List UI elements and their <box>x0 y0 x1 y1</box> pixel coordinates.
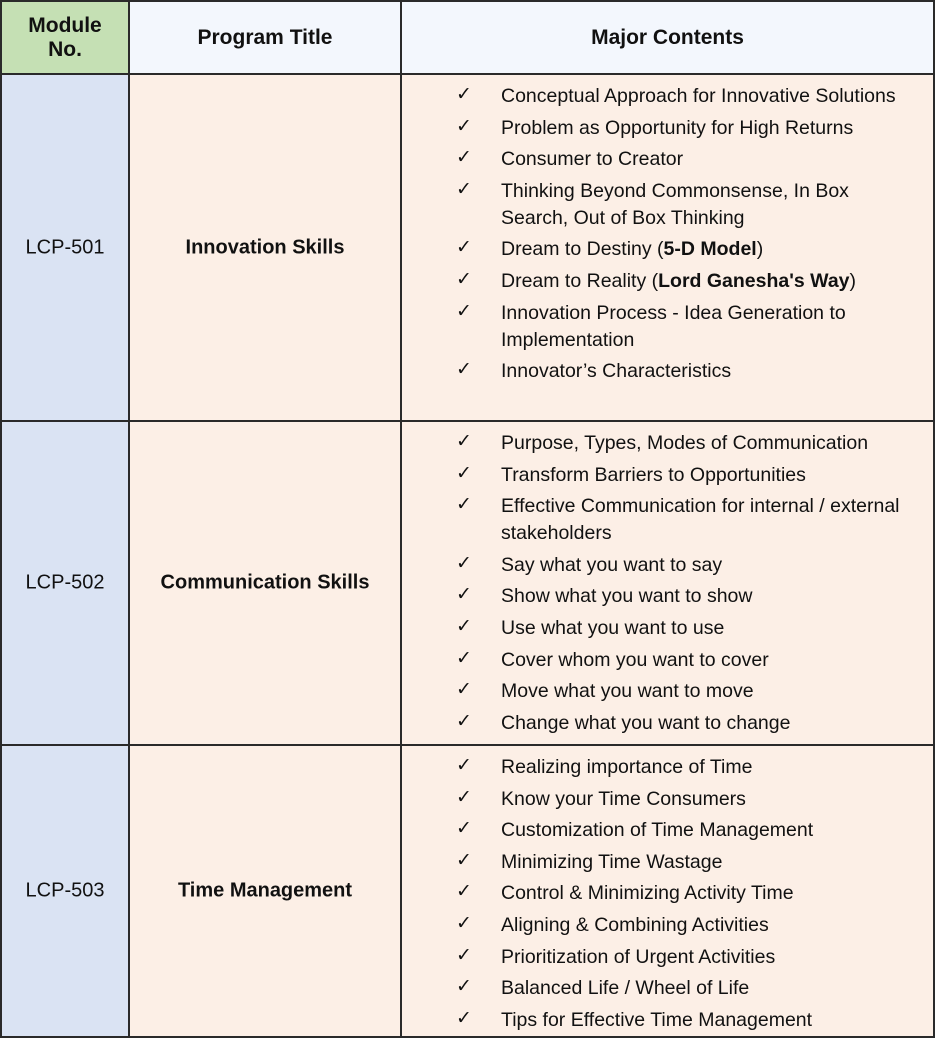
check-icon: ✓ <box>456 678 472 701</box>
header-major-contents: Major Contents <box>591 25 744 49</box>
list-item-text: Dream to Destiny ( <box>501 238 664 261</box>
check-icon: ✓ <box>456 358 472 381</box>
list-item <box>402 236 933 263</box>
check-icon: ✓ <box>456 975 472 998</box>
module-cell <box>2 422 130 744</box>
table-row <box>2 73 933 420</box>
list-item-text: Cover whom you want to cover <box>501 648 769 671</box>
list-item <box>402 146 933 173</box>
list-item-text: Aligning & Combining Activities <box>501 913 769 936</box>
list-item-text: Conceptual Approach for Innovative Solutions <box>501 85 896 107</box>
list-item <box>402 358 933 385</box>
check-icon: ✓ <box>456 177 472 200</box>
header-major-contents-cell <box>402 2 933 73</box>
title-cell <box>130 422 402 744</box>
check-icon: ✓ <box>456 709 472 732</box>
list-item-bold-text: 5-D Model <box>663 238 757 261</box>
list-item <box>402 754 933 781</box>
table-row <box>2 744 933 1036</box>
list-item-text: Show what you want to show <box>501 585 753 608</box>
header-module-no-cell <box>2 2 130 73</box>
list-item-text: Innovation Process - Idea Generation to Implementation <box>501 301 846 351</box>
check-icon: ✓ <box>456 83 472 105</box>
check-icon: ✓ <box>456 493 472 516</box>
list-item-text: Change what you want to change <box>501 711 791 734</box>
list-item-text: Effective Communication for internal / external stakeholders <box>501 495 900 545</box>
list-item <box>402 710 933 737</box>
list-item-suffix: ) <box>756 238 764 261</box>
table-header-row <box>2 2 933 73</box>
list-item <box>402 786 933 813</box>
list-item-text: Innovator’s Characteristics <box>501 360 732 383</box>
program-title: Time Management <box>177 879 353 902</box>
list-item <box>402 462 933 489</box>
check-icon: ✓ <box>456 114 472 137</box>
check-icon: ✓ <box>456 1006 472 1029</box>
list-item-text: Purpose, Types, Modes of Communication <box>501 432 869 454</box>
title-cell <box>130 746 402 1036</box>
list-item <box>402 430 933 457</box>
list-item-text: Tips for Effective Time Management <box>501 1008 813 1031</box>
list-item <box>402 849 933 876</box>
check-icon: ✓ <box>456 614 472 637</box>
list-item-suffix: ) <box>849 269 857 292</box>
list-item-text: Dream to Reality ( <box>501 269 659 292</box>
list-item-text: Use what you want to use <box>501 616 725 639</box>
list-item <box>402 678 933 705</box>
list-item-text: Balanced Life / Wheel of Life <box>501 977 750 1000</box>
list-item <box>402 493 933 547</box>
contents-list <box>402 83 933 390</box>
contents-cell <box>402 746 933 1036</box>
list-item-text: Move what you want to move <box>501 680 754 703</box>
list-item-text: Minimizing Time Wastage <box>501 850 723 873</box>
list-item <box>402 552 933 579</box>
list-item <box>402 880 933 907</box>
list-item <box>402 268 933 295</box>
check-icon: ✓ <box>456 430 472 452</box>
check-icon: ✓ <box>456 911 472 934</box>
module-number: LCP-501 <box>25 236 105 258</box>
module-number: LCP-502 <box>25 571 105 594</box>
header-program-title: Program Title <box>197 25 333 49</box>
module-number: LCP-503 <box>25 879 105 902</box>
list-item-text: Control & Minimizing Activity Time <box>501 882 794 905</box>
program-title: Innovation Skills <box>185 236 345 258</box>
list-item-text: Say what you want to say <box>501 553 723 576</box>
title-cell <box>130 75 402 420</box>
check-icon: ✓ <box>456 236 472 259</box>
check-icon: ✓ <box>456 785 472 808</box>
check-icon: ✓ <box>456 299 472 322</box>
module-cell <box>2 75 130 420</box>
table-row <box>2 420 933 744</box>
contents-cell <box>402 422 933 744</box>
check-icon: ✓ <box>456 646 472 669</box>
check-icon: ✓ <box>456 551 472 574</box>
list-item <box>402 647 933 674</box>
list-item-text: Consumer to Creator <box>501 148 684 171</box>
header-program-title-cell <box>130 2 402 73</box>
list-item <box>402 115 933 142</box>
list-item <box>402 583 933 610</box>
list-item <box>402 817 933 844</box>
program-title: Communication Skills <box>160 571 370 594</box>
module-cell <box>2 746 130 1036</box>
list-item-text: Know your Time Consumers <box>501 787 746 810</box>
check-icon: ✓ <box>456 267 472 290</box>
list-item-text: Prioritization of Urgent Activities <box>501 945 776 968</box>
contents-list <box>402 754 933 1038</box>
contents-list <box>402 430 933 741</box>
list-item <box>402 912 933 939</box>
list-item <box>402 1007 933 1034</box>
check-icon: ✓ <box>456 146 472 169</box>
list-item-text: Thinking Beyond Commonsense, In Box Search, Out of Box Thinking <box>501 179 849 229</box>
list-item-bold-text: Lord Ganesha's Way <box>658 269 850 292</box>
contents-cell <box>402 75 933 420</box>
check-icon: ✓ <box>456 943 472 966</box>
list-item <box>402 300 933 354</box>
list-item-text: Realizing importance of Time <box>501 756 753 778</box>
list-item-text: Problem as Opportunity for High Returns <box>501 116 854 139</box>
list-item <box>402 83 933 110</box>
list-item <box>402 944 933 971</box>
list-item <box>402 975 933 1002</box>
header-module-no: Module No. <box>28 13 102 61</box>
check-icon: ✓ <box>456 754 472 776</box>
check-icon: ✓ <box>456 817 472 840</box>
check-icon: ✓ <box>456 880 472 903</box>
list-item <box>402 615 933 642</box>
check-icon: ✓ <box>456 848 472 871</box>
list-item-text: Customization of Time Management <box>501 819 814 842</box>
list-item <box>402 178 933 232</box>
check-icon: ✓ <box>456 583 472 606</box>
list-item-text: Transform Barriers to Opportunities <box>501 463 806 486</box>
check-icon: ✓ <box>456 461 472 484</box>
